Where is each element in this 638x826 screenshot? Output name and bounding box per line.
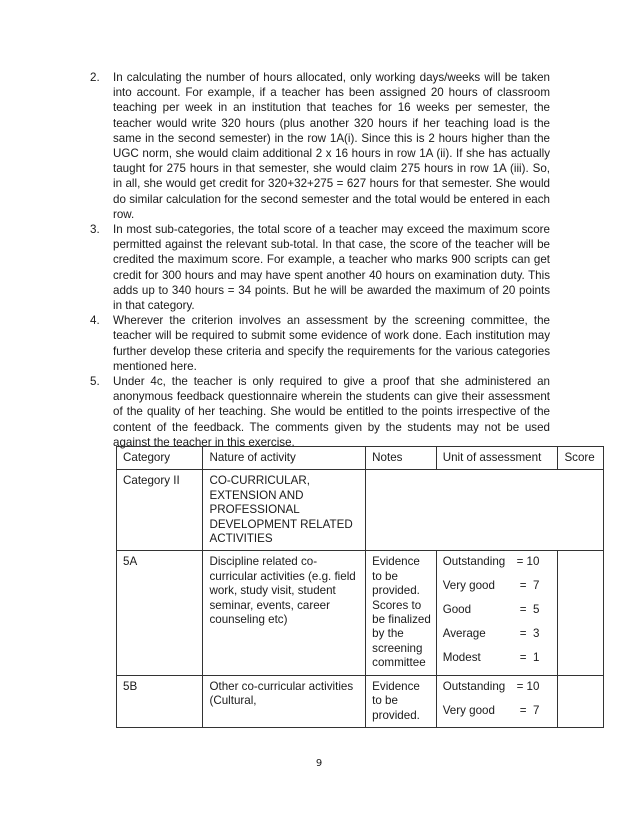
notes-list: [88, 70, 550, 450]
unit-value: = 10: [516, 555, 540, 569]
row-score-cell: [558, 675, 604, 727]
unit-label: Very good: [442, 703, 495, 717]
list-item-text: In calculating the number of hours allocated, only working days/weeks will be taken into account. For example, if a teacher has been assigned 20 hours of classroom teaching per week in an institution that teaches for 16 weeks per semester, the teacher would write 320 hours (plus another 320 hours if her teaching load is the same in the second semester) in the row 1A(i). Since this is 2 hours higher than the UGC norm, she would claim additional 2 x 16 hours in row 1A (ii). If she has actually taught for 275 hours in that semester, she would claim 275 hours in row 1A (iii). So, in all, she would get credit for 320+32+275 = 627 hours for that semester. She would do similar calculation for the second semester and the total would be entered in each row.: [113, 71, 550, 221]
page-number: 9: [315, 758, 323, 769]
row-unit-cell: [436, 551, 558, 675]
unit-value: = 5: [519, 603, 540, 617]
table-row: [117, 551, 604, 675]
list-item-text: In most sub-categories, the total score of a teacher may exceed the maximum score permitted against the relevant sub-total. In that case, the score of the teacher will be credited the maximum score. For example, a teacher who marks 900 scripts can get credit for 300 hours and may have spent another 40 hours on examination duty. This adds up to 340 hours = 34 points. But he will be awarded the maximum of 20 points in that category.: [113, 223, 550, 313]
category-row: [117, 470, 604, 551]
unit-value: = 7: [519, 703, 540, 717]
list-item: [88, 70, 550, 222]
list-item-number: 4.: [90, 314, 100, 328]
unit-label: Very good: [442, 579, 495, 593]
unit-value: = 10: [516, 679, 540, 693]
unit-value: = 3: [519, 627, 540, 641]
list-item-number: 2.: [90, 71, 100, 84]
row-notes-cell: Evidence to be provided.: [366, 675, 437, 727]
header-nature-of-activity: Nature of activity: [203, 447, 366, 470]
category-activity-cell: CO-CURRICULAR, EXTENSION AND PROFESSIONAL DEVELOPMENT RELATED ACTIVITIES: [203, 470, 366, 551]
category-empty-cell: [366, 470, 604, 551]
unit-label: Average: [442, 627, 486, 641]
row-notes-cell: Evidence to be provided. Scores to be finalized by the screening committee: [366, 551, 437, 675]
unit-label: Outstanding: [442, 679, 506, 693]
unit-value: = 1: [519, 651, 540, 665]
row-unit-cell: [436, 675, 558, 727]
unit-line: [443, 680, 554, 694]
unit-line: [443, 627, 554, 641]
unit-label: Modest: [442, 651, 481, 665]
table-row: [117, 675, 604, 727]
header-score: Score: [558, 447, 604, 470]
unit-line: [443, 555, 554, 569]
header-unit-of-assessment: Unit of assessment: [436, 447, 558, 470]
unit-line: [443, 704, 554, 718]
unit-line: [443, 603, 554, 617]
unit-value: = 7: [519, 579, 540, 593]
row-category-cell: 5A: [117, 551, 203, 675]
unit-label: Outstanding: [442, 555, 506, 569]
assessment-table: [116, 446, 604, 728]
header-notes: Notes: [366, 447, 437, 470]
category-cell: Category II: [117, 470, 203, 551]
row-activity-cell: Discipline related co-curricular activities (e.g. field work, study visit, student seminar, events, career counseling etc): [203, 551, 366, 675]
row-category-cell: 5B: [117, 675, 203, 727]
list-item: [88, 313, 550, 374]
row-activity-cell: Other co-curricular activities (Cultural,: [203, 675, 366, 727]
list-item-number: 5.: [90, 375, 100, 389]
list-item: [88, 222, 550, 313]
unit-line: [443, 579, 554, 593]
list-item: [88, 374, 550, 450]
list-item-text: Under 4c, the teacher is only required to give a proof that she administered an anonymous feedback questionnaire wherein the students can give their assessment of the quality of her teaching. She would be entitled to the points irrespective of the content of the feedback. The comments given by the students may not be used against the teacher in this exercise.: [113, 375, 550, 449]
list-item-number: 3.: [90, 223, 100, 237]
list-item-text: Wherever the criterion involves an assessment by the screening committee, the teacher will be required to submit some evidence of work done. Each institution may further develop these criteria and specify the requirements for the various categories mentioned here.: [113, 314, 550, 373]
row-score-cell: [558, 551, 604, 675]
unit-line: [443, 651, 554, 665]
table-header-row: [117, 447, 604, 470]
unit-label: Good: [442, 603, 472, 617]
header-category: Category: [117, 447, 203, 470]
